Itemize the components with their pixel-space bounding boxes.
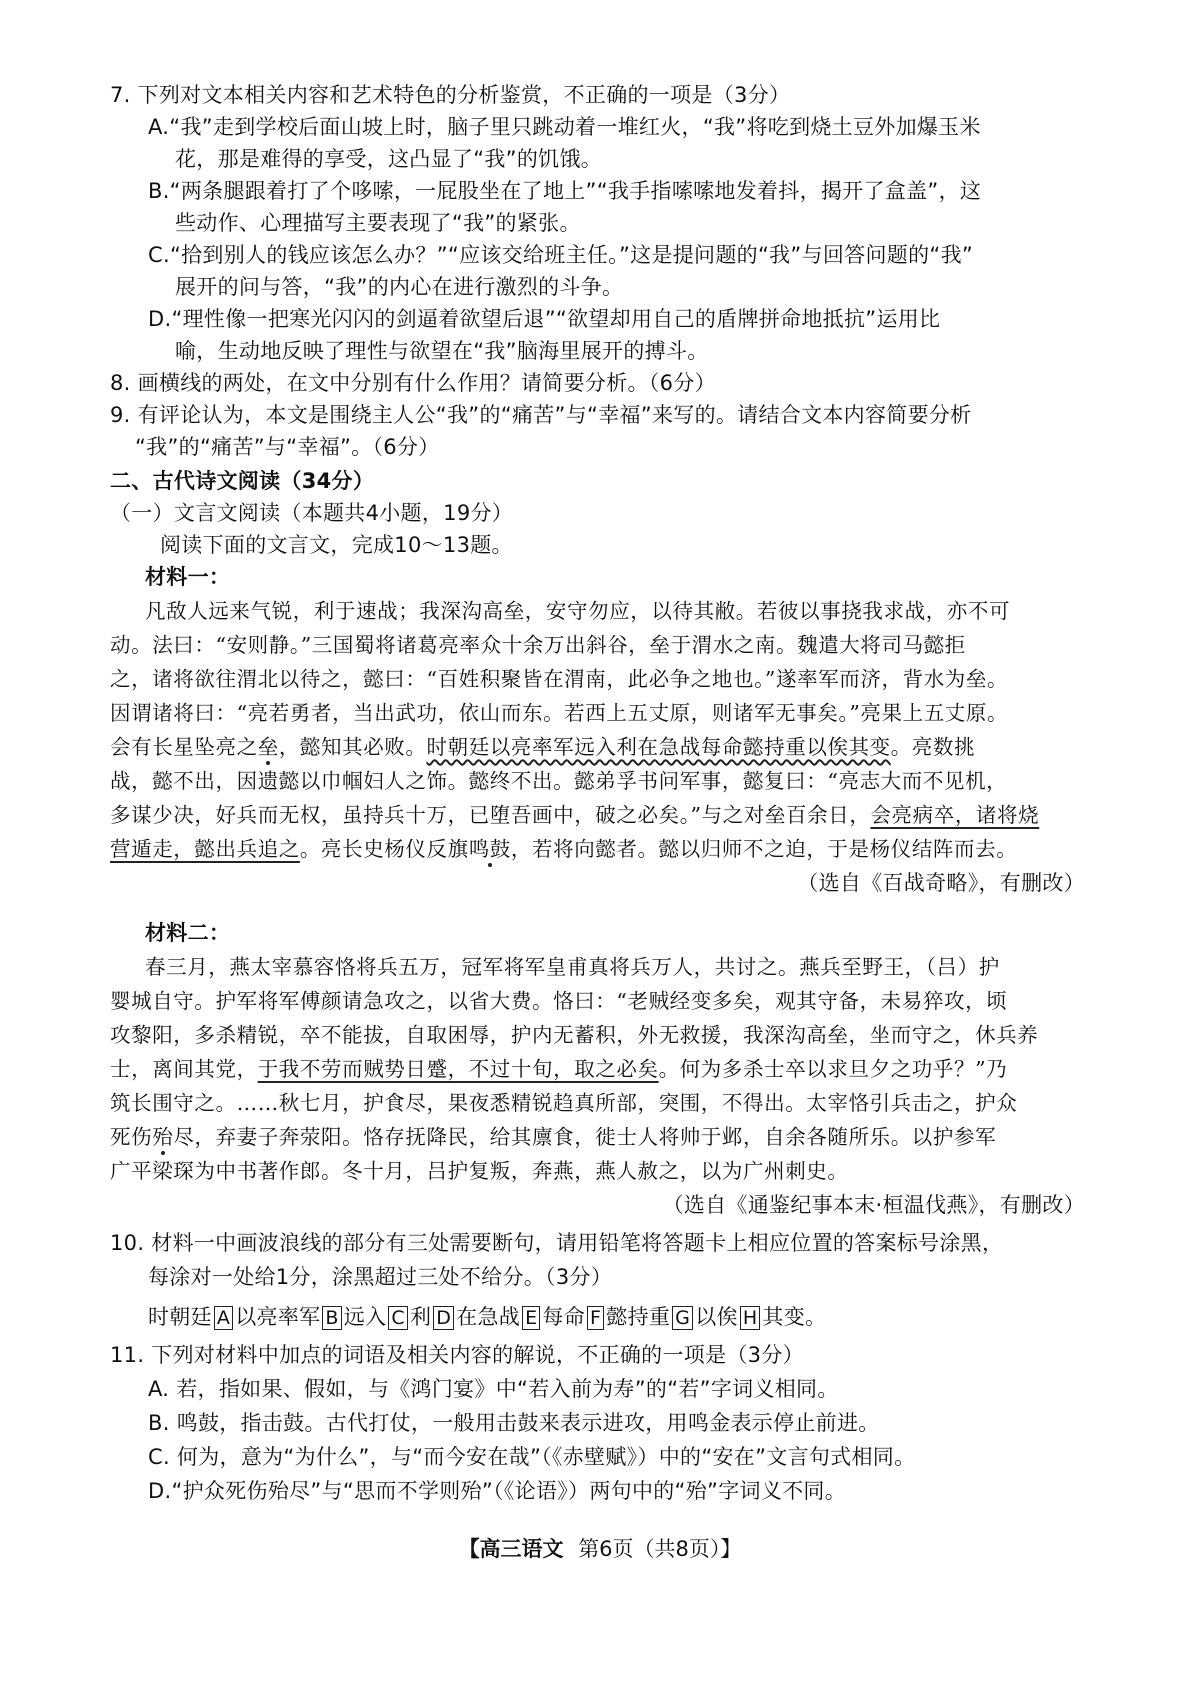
q7-option-d-line1: D.“理性像一把寒光闪闪的剑逼着欲望后退”“欲望却用自己的盾牌拼命地抵抗”运用比 [148, 307, 941, 331]
subsection-heading: （一）文言文阅读（本题共4小题，19分） [110, 501, 514, 525]
material-1-line [110, 732, 1200, 762]
material-1-line: 凡敌人远来气锐，利于速战；我深沟高垒，安守勿应，以待其敝。若彼以事挠我求战，亦不可 [145, 599, 1011, 623]
answer-mark-c: C [388, 1306, 408, 1330]
section-heading: 二、古代诗文阅读（34分） [110, 469, 375, 493]
underlined-sentence: 于我不劳而贼势日蹙，不过十旬，取之必矣 [257, 1057, 659, 1081]
underlined-sentence: 会亮病卒，诸将烧 [870, 803, 1040, 827]
q11-option-b: B. 鸣鼓，指击鼓。古代打仗，一般用击鼓来表示进攻，用鸣金表示停止前进。 [148, 1411, 880, 1435]
q9-line1: 9. 有评论认为，本文是围绕主人公“我”的“痛苦”与“幸福”来写的。请结合文本内容简要分析 [110, 403, 972, 427]
material-1-title: 材料一： [145, 565, 231, 589]
text-segment: 。亮数挑 [890, 735, 976, 759]
text-segment: 会有长星坠亮之 [110, 735, 258, 759]
material-2-title: 材料二： [145, 921, 231, 945]
material-1-line: 之，诸将欲往渭北以待之，懿曰：“百姓积聚皆在渭南，此必争之地也。”遂率军而济，背水为垒。 [110, 667, 1009, 691]
page-footer [0, 1533, 1200, 1563]
material-2-line: 广平梁琛为中书著作郎。冬十月，吕护复叛，奔燕，燕人赦之，以为广州刺史。 [110, 1159, 849, 1183]
dotted-word: 鸣鼓 [468, 837, 511, 861]
material-1-line: 动。法曰：“安则静。”三国蜀将诸葛亮率众十余万出斜谷，垒于渭水之南。魏遣大将司马懿拒 [110, 633, 966, 657]
segment: 以俟 [695, 1305, 738, 1329]
answer-mark-f: F [587, 1306, 604, 1330]
material-2-line: 攻黎阳，多杀精锐，卒不能拔，自取困辱，护内无蓄积，外无救援，我深沟高垒，坐而守之，休兵养 [110, 1023, 1039, 1047]
dotted-word: 殆 [152, 1125, 174, 1149]
text-segment: 多谋少决，好兵而无权，虽持兵十万，已堕吾画中，破之必矣。”与之对垒百余日， [110, 803, 871, 827]
q7-option-d-line2: 喻，生动地反映了理性与欲望在“我”脑海里展开的搏斗。 [175, 339, 709, 363]
footer-subject: 【高三语文 [458, 1537, 564, 1561]
answer-mark-b: B [322, 1306, 341, 1330]
answer-mark-h: H [740, 1306, 761, 1330]
q7-stem: 7. 下列对文本相关内容和艺术特色的分析鉴赏，不正确的一项是（3分） [110, 83, 791, 107]
material-1-line [110, 834, 1200, 864]
answer-mark-d: D [433, 1306, 454, 1330]
underlined-sentence: 营遁走，懿出兵追之 [110, 837, 300, 861]
q7-option-c-line1: C.“拾到别人的钱应该怎么办？”“应该交给班主任。”这是提问题的“我”与回答问题的“我” [148, 243, 974, 267]
material-2-line [110, 1122, 1200, 1152]
segment: 在急战 [456, 1305, 521, 1329]
answer-mark-g: G [672, 1306, 693, 1330]
material-2-line [110, 1054, 1200, 1084]
material-2-line: 婴城自守。护军将军傅颜请急攻之，以省大费。恪曰：“老贼经变多矣，观其守备，未易猝攻，顷 [110, 989, 1008, 1013]
dotted-word: 垒 [257, 735, 279, 759]
segment: 其变。 [762, 1305, 827, 1329]
q7-option-c-line2: 展开的问与答，“我”的内心在进行激烈的斗争。 [175, 275, 624, 299]
q11-option-d: D.“护众死伤殆尽”与“思而不学则殆”（《论语》）两句中的“殆”字词义不同。 [148, 1479, 847, 1503]
text-segment: 。亮长史杨仪反旗 [299, 837, 469, 861]
q10-line1: 10. 材料一中画波浪线的部分有三处需要断句，请用铅笔将答题卡上相应位置的答案标号涂黑， [110, 1231, 1004, 1255]
text-segment: 死伤 [110, 1125, 153, 1149]
material-1-line: 因谓诸将曰：“亮若勇者，当出武功，依山而东。若西上五丈原，则诸军无事矣。”亮果上五丈原。 [110, 701, 1009, 725]
segment: 以亮率军 [235, 1305, 321, 1329]
text-segment: ，懿知其必败。 [278, 735, 427, 759]
reading-instruction: 阅读下面的文言文，完成10～13题。 [160, 533, 513, 557]
segment: 远入 [343, 1305, 387, 1329]
q7-option-a-line1: A.“我”走到学校后面山坡上时，脑子里只跳动着一堆红火，“我”将吃到烧土豆外加爆玉米 [148, 115, 981, 139]
material-1-line [110, 800, 1200, 830]
text-segment: 士，离间其党， [110, 1057, 258, 1081]
material-2-line: 筑长围守之。……秋七月，护食尽，果夜悉精锐趋真所部，突围，不得出。太宰恪引兵击之，护众 [110, 1091, 1018, 1115]
wavy-underlined-sentence: 时朝廷以亮率军远入利在急战每命懿持重以俟其变 [426, 735, 891, 759]
segment: 懿持重 [606, 1305, 671, 1329]
q7-option-a-line2: 花，那是难得的享受，这凸显了“我”的饥饿。 [175, 147, 603, 171]
q7-option-b-line2: 些动作、心理描写主要表现了“我”的紧张。 [175, 211, 581, 235]
material-1-line: 战，懿不出，因遗懿以巾帼妇人之饰。懿终不出。懿弟孚书问军事，懿复曰：“亮志大而不见机， [110, 769, 1008, 793]
footer-page-number: 第6页（共8页）】 [578, 1537, 742, 1561]
q10-options [148, 1302, 1200, 1332]
segment: 每命 [542, 1305, 586, 1329]
segment: 时朝廷 [148, 1305, 212, 1329]
material-2-source: （选自《通鉴纪事本末·桓温伐燕》，有删改） [662, 1193, 1085, 1217]
answer-mark-e: E [522, 1306, 540, 1330]
q7-option-b-line1: B.“两条腿跟着打了个哆嗦，一屁股坐在了地上”“我手指嗦嗦地发着抖，揭开了盒盖”，这 [148, 179, 982, 203]
material-1-source: （选自《百战奇略》，有删改） [797, 871, 1085, 895]
text-segment: 尽，弃妻子奔荥阳。恪存抚降民，给其廪食，徙士人将帅于邺，自余各随所乐。以护参军 [173, 1125, 997, 1149]
q10-line2: 每涂对一处给1分，涂黑超过三处不给分。（3分） [148, 1265, 613, 1289]
text-segment: 。何为多杀士卒以求旦夕之功乎？”乃 [658, 1057, 1008, 1081]
q11-option-c: C. 何为，意为“为什么”，与“而今安在哉”（《赤壁赋》）中的“安在”文言句式相同。 [148, 1445, 916, 1469]
segment: 利 [409, 1305, 432, 1329]
text-segment: ，若将向懿者。懿以归师不之迫，于是杨仪结阵而去。 [510, 837, 1018, 861]
q11-stem: 11. 下列对材料中加点的词语及相关内容的解说，不正确的一项是（3分） [110, 1343, 804, 1367]
q8-stem: 8. 画横线的两处，在文中分别有什么作用？请简要分析。（6分） [110, 371, 716, 395]
answer-mark-a: A [214, 1306, 233, 1330]
material-2-line: 春三月，燕太宰慕容恪将兵五万，冠军将军皇甫真将兵万人，共讨之。燕兵至野王，（吕）护 [145, 955, 1000, 979]
q9-line2: “我”的“痛苦”与“幸福”。（6分） [135, 435, 440, 459]
q11-option-a: A. 若，指如果、假如，与《鸿门宴》中“若入前为寿”的“若”字词义相同。 [148, 1377, 839, 1401]
